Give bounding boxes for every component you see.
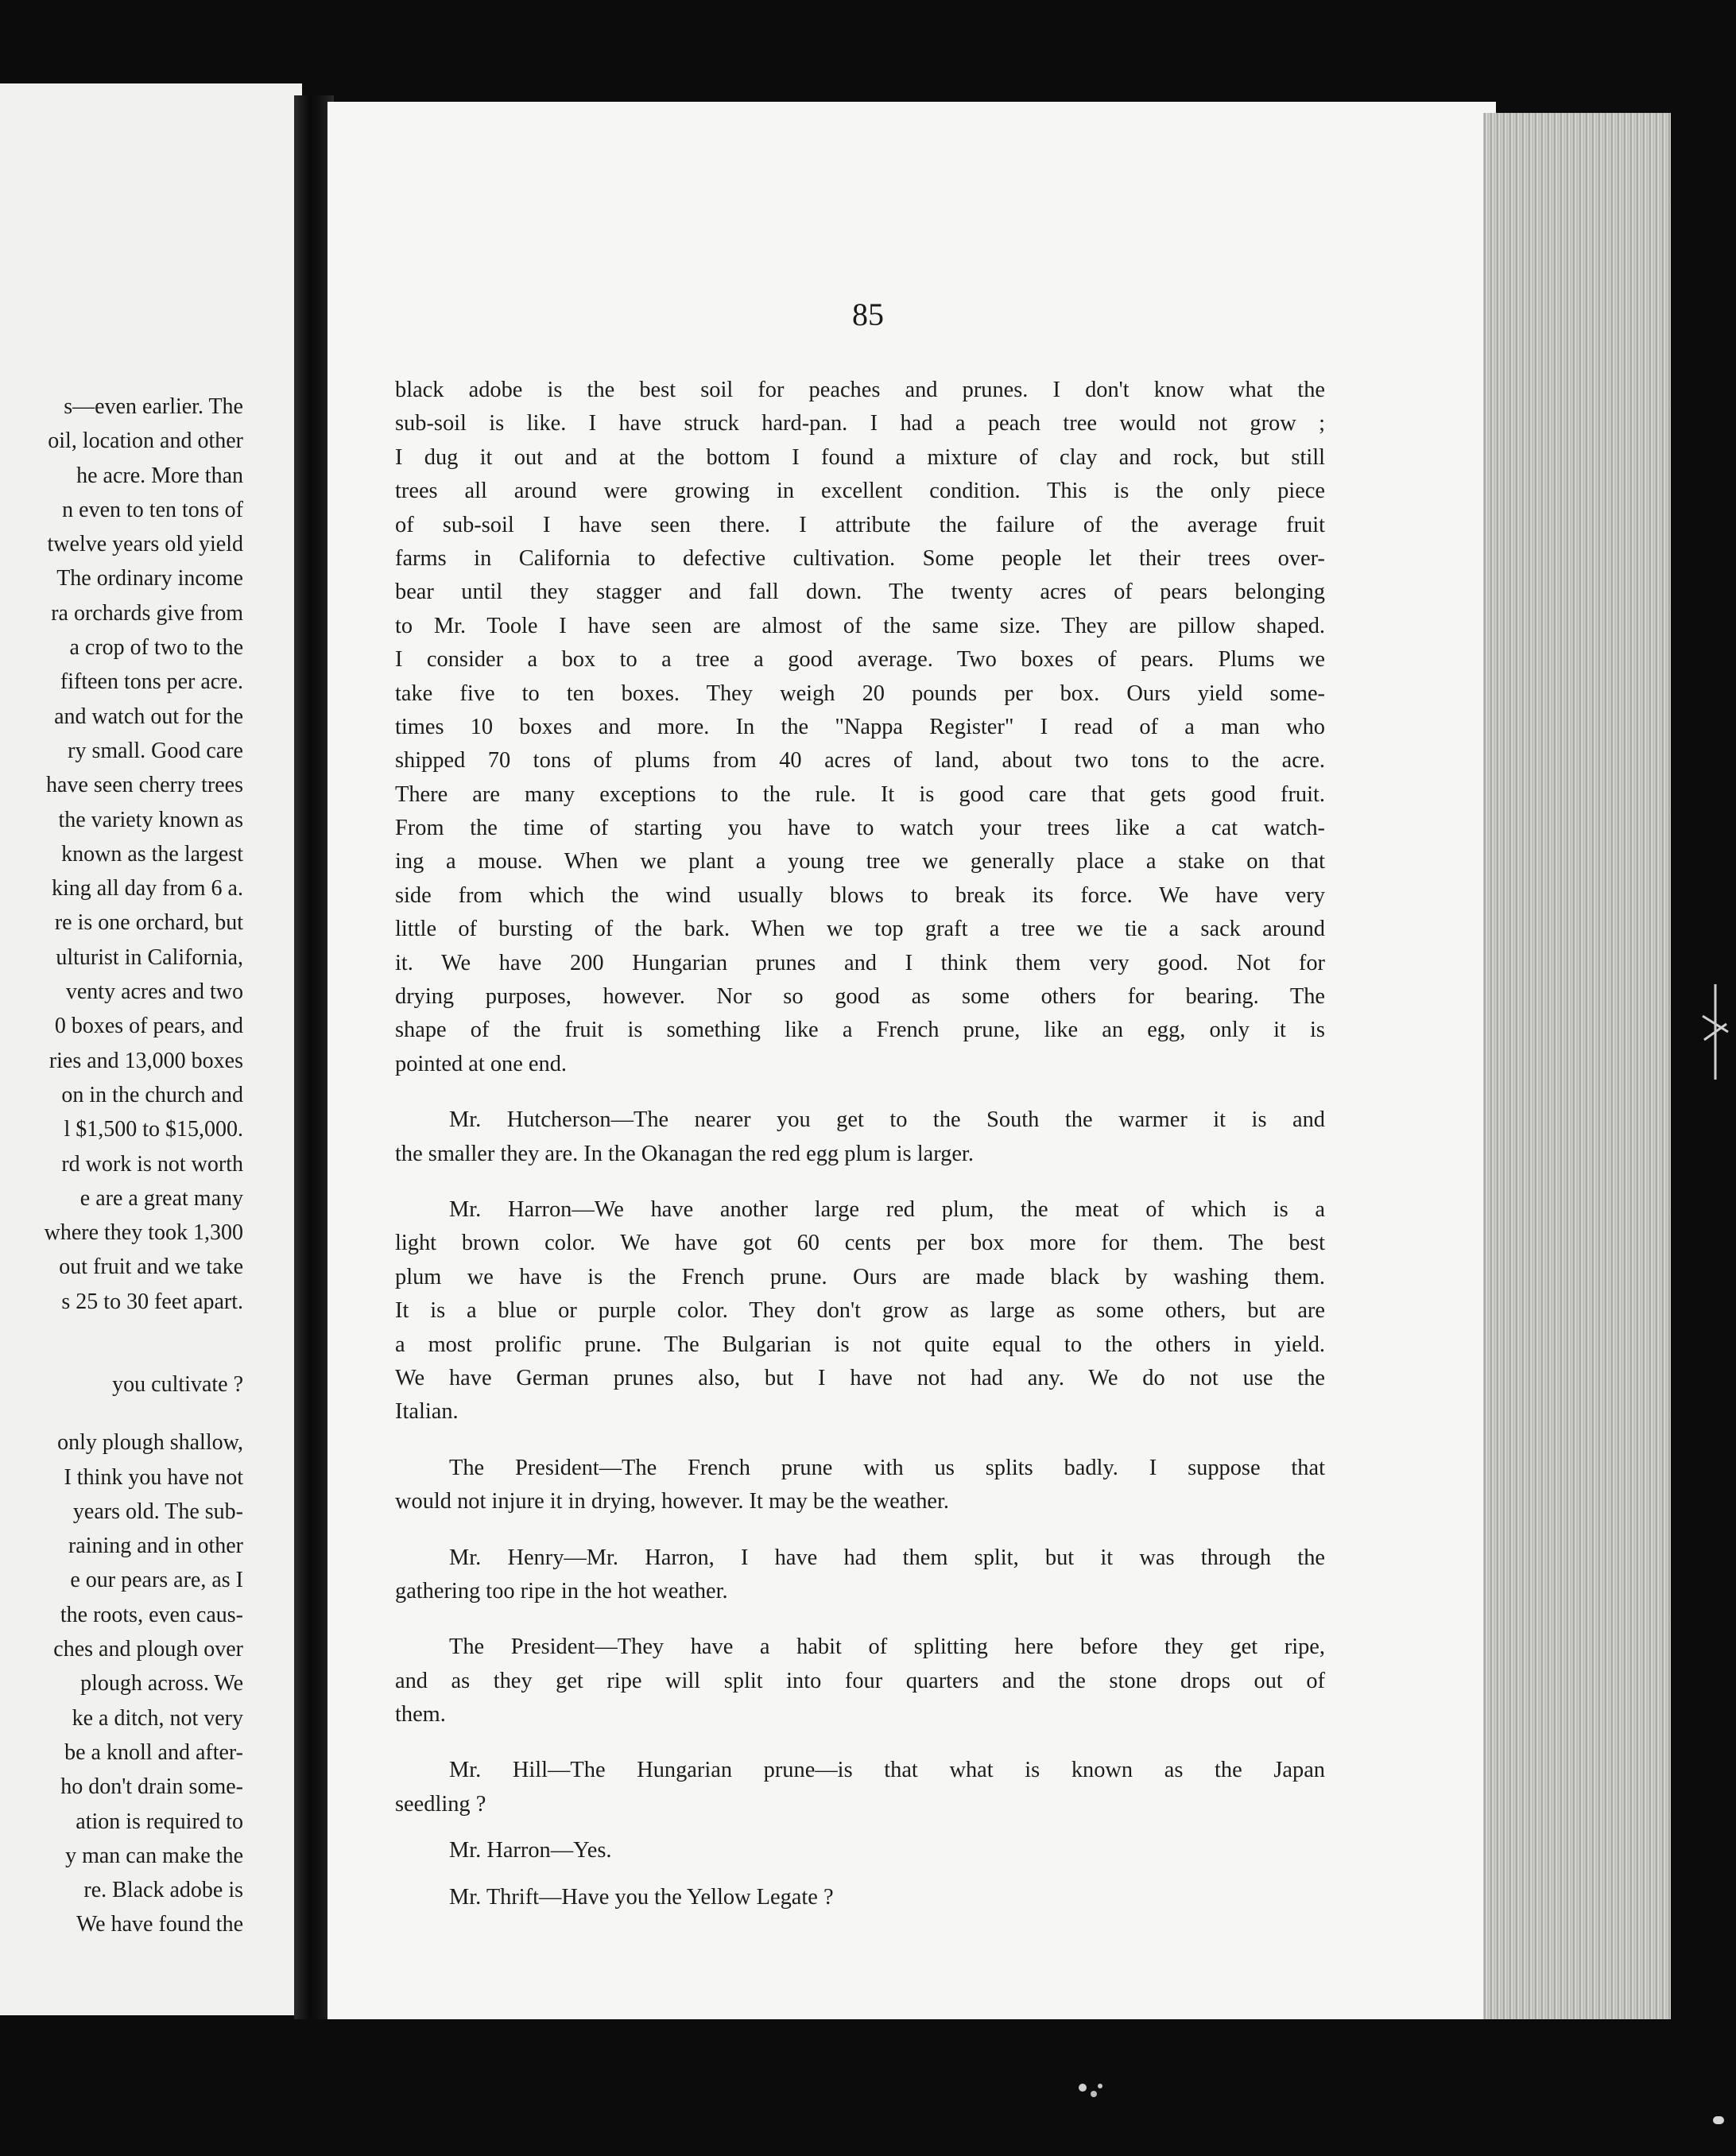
left-line: ries and 13,000 boxes: [48, 1048, 243, 1073]
page-block-edge: [1483, 113, 1671, 2019]
text-line: Italian.: [395, 1399, 459, 1425]
text-line: Mr. Hutcherson—The nearer you get to the South the warmer it is and: [449, 1107, 1325, 1133]
text-line: Mr. Hill—The Hungarian prune—is that what is known as the Japan: [449, 1758, 1325, 1783]
left-page: [0, 83, 302, 2015]
text-line: plum we have is the French prune. Ours are made black by washing them.: [395, 1264, 1325, 1289]
left-line: ho don't drain some-: [60, 1774, 243, 1800]
left-line: We have found the: [76, 1912, 243, 1937]
text-line: drying purposes, however. Nor so good as some others for bearing. The: [395, 984, 1325, 1010]
text-line: of sub-soil I have seen there. I attribute the failure of the average fruit: [395, 512, 1325, 537]
text-line: bear until they stagger and fall down. The twenty acres of pears belonging: [395, 580, 1325, 605]
text-line: ing a mouse. When we plant a young tree we generally place a stake on that: [395, 849, 1325, 874]
left-line: the variety known as: [58, 807, 243, 832]
left-line: l $1,500 to $15,000.: [64, 1117, 243, 1142]
left-line: raining and in other: [68, 1534, 243, 1559]
paragraph-harron: [395, 1193, 1325, 1429]
left-line: ulturist in California,: [56, 944, 243, 970]
left-line: ry small. Good care: [68, 738, 243, 763]
left-line: on in the church and: [61, 1082, 243, 1107]
left-line: The ordinary income: [56, 566, 243, 591]
left-line: rd work is not worth: [61, 1151, 243, 1177]
left-line: years old. The sub-: [72, 1499, 243, 1524]
left-line: y man can make the: [65, 1843, 243, 1868]
left-line: be a knoll and after-: [64, 1739, 243, 1765]
text-line: the smaller they are. In the Okanagan the red egg plum is larger.: [395, 1141, 974, 1166]
left-line: known as the largest: [61, 841, 243, 867]
left-line: ra orchards give from: [51, 600, 243, 626]
text-line: would not injure it in drying, however. It may be the weather.: [395, 1489, 949, 1514]
left-line: s—even earlier. The: [64, 394, 243, 419]
left-line: re is one orchard, but: [54, 910, 243, 936]
text-line: Mr. Thrift—Have you the Yellow Legate ?: [449, 1884, 834, 1910]
paragraph-hill: [395, 1754, 1325, 1821]
left-line: plough across. We: [80, 1671, 243, 1696]
paragraph-hutcherson: [395, 1103, 1325, 1171]
left-line: out fruit and we take: [59, 1254, 243, 1280]
paragraph-soil-discussion: [395, 374, 1325, 1081]
left-line: ation is required to: [76, 1809, 243, 1834]
text-line: Mr. Harron—Yes.: [449, 1838, 612, 1863]
text-line: Mr. Henry—Mr. Harron, I have had them split, but it was through the: [449, 1545, 1325, 1570]
paragraph-harron-reply: [395, 1834, 1325, 1867]
left-line: you cultivate ?: [112, 1372, 243, 1397]
left-line: s 25 to 30 feet apart.: [61, 1289, 243, 1314]
left-line: only plough shallow,: [57, 1430, 243, 1456]
paragraph-henry: [395, 1541, 1325, 1609]
text-line: a most prolific prune. The Bulgarian is not quite equal to the others in yield.: [395, 1332, 1325, 1357]
left-line: twelve years old yield: [47, 532, 243, 557]
text-line: I dug it out and at the bottom I found a mixture of clay and rock, but still: [395, 444, 1325, 470]
text-line: side from which the wind usually blows to break its force. We have very: [395, 882, 1325, 908]
text-line: From the time of starting you have to watch your trees like a cat watch-: [395, 816, 1325, 841]
left-page-text-lower: [0, 1367, 243, 1942]
text-line: I consider a box to a tree a good average. Two boxes of pears. Plums we: [395, 647, 1325, 673]
left-page-text-upper: [0, 390, 243, 1319]
left-line: ches and plough over: [53, 1637, 243, 1662]
text-line: There are many exceptions to the rule. It is good care that gets good fruit.: [395, 781, 1325, 807]
left-line: the roots, even caus-: [60, 1602, 243, 1627]
left-line: and watch out for the: [54, 704, 243, 729]
text-line: shipped 70 tons of plums from 40 acres of land, about two tons to the acre.: [395, 748, 1325, 774]
text-line: It is a blue or purple color. They don't grow as large as some others, but are: [395, 1298, 1325, 1324]
text-line: The President—The French prune with us splits badly. I suppose that: [449, 1455, 1325, 1480]
paragraph-president-1: [395, 1452, 1325, 1519]
left-line: a crop of two to the: [69, 635, 243, 661]
left-line: he acre. More than: [76, 463, 243, 488]
left-line: e are a great many: [79, 1185, 243, 1211]
text-line: The President—They have a habit of splitting here before they get ripe,: [449, 1634, 1325, 1660]
paragraph-thrift: [395, 1881, 1325, 1914]
left-line: have seen cherry trees: [46, 773, 243, 798]
text-line: black adobe is the best soil for peaches and prunes. I don't know what the: [395, 378, 1325, 402]
left-line: king all day from 6 a.: [51, 876, 243, 902]
text-line: pointed at one end.: [395, 1051, 568, 1076]
text-line: seedling ?: [395, 1791, 486, 1817]
text-line: sub-soil is like. I have struck hard-pan. I had a peach tree would not grow ;: [395, 411, 1325, 436]
text-line: it. We have 200 Hungarian prunes and I think them very good. Not for: [395, 950, 1325, 975]
scan-artifact-mark: [1699, 984, 1731, 1080]
text-line: farms in California to defective cultivation. Some people let their trees over-: [395, 545, 1325, 571]
paragraph-president-2: [395, 1631, 1325, 1731]
text-line: Mr. Harron—We have another large red plum, the meat of which is a: [449, 1196, 1325, 1222]
left-line: e our pears are, as I: [70, 1568, 243, 1593]
left-line: re. Black adobe is: [83, 1878, 243, 1903]
left-line: where they took 1,300: [44, 1220, 243, 1246]
left-line: n even to ten tons of: [62, 497, 243, 522]
text-line: shape of the fruit is something like a French prune, like an egg, only it is: [395, 1018, 1325, 1043]
left-line: ke a ditch, not very: [72, 1705, 243, 1731]
page-number: 85: [852, 297, 884, 332]
text-line: to Mr. Toole I have seen are almost of the same size. They are pillow shaped.: [395, 613, 1325, 638]
text-line: them.: [395, 1702, 446, 1728]
text-line: trees all around were growing in excellent condition. This is the only piece: [395, 479, 1325, 504]
page-body: [395, 374, 1325, 1914]
text-line: We have German prunes also, but I have not had any. We do not use the: [395, 1365, 1325, 1390]
scan-artifact-specks: [1075, 2080, 1106, 2104]
text-line: and as they get ripe will split into four quarters and the stone drops out of: [395, 1668, 1325, 1693]
left-line: 0 boxes of pears, and: [54, 1014, 243, 1039]
text-line: gathering too ripe in the hot weather.: [395, 1578, 728, 1603]
left-line: oil, location and other: [48, 428, 243, 454]
text-line: take five to ten boxes. They weigh 20 pounds per box. Ours yield some-: [395, 681, 1325, 706]
left-line: venty acres and two: [65, 979, 243, 1005]
left-line: I think you have not: [64, 1464, 243, 1490]
text-line: light brown color. We have got 60 cents per box more for them. The best: [395, 1231, 1325, 1256]
left-line: fifteen tons per acre.: [60, 669, 243, 695]
text-line: times 10 boxes and more. In the "Nappa Register" I read of a man who: [395, 714, 1325, 739]
text-line: little of bursting of the bark. When we top graft a tree we tie a sack around: [395, 917, 1325, 942]
scan-artifact-dot: [1713, 2116, 1724, 2124]
